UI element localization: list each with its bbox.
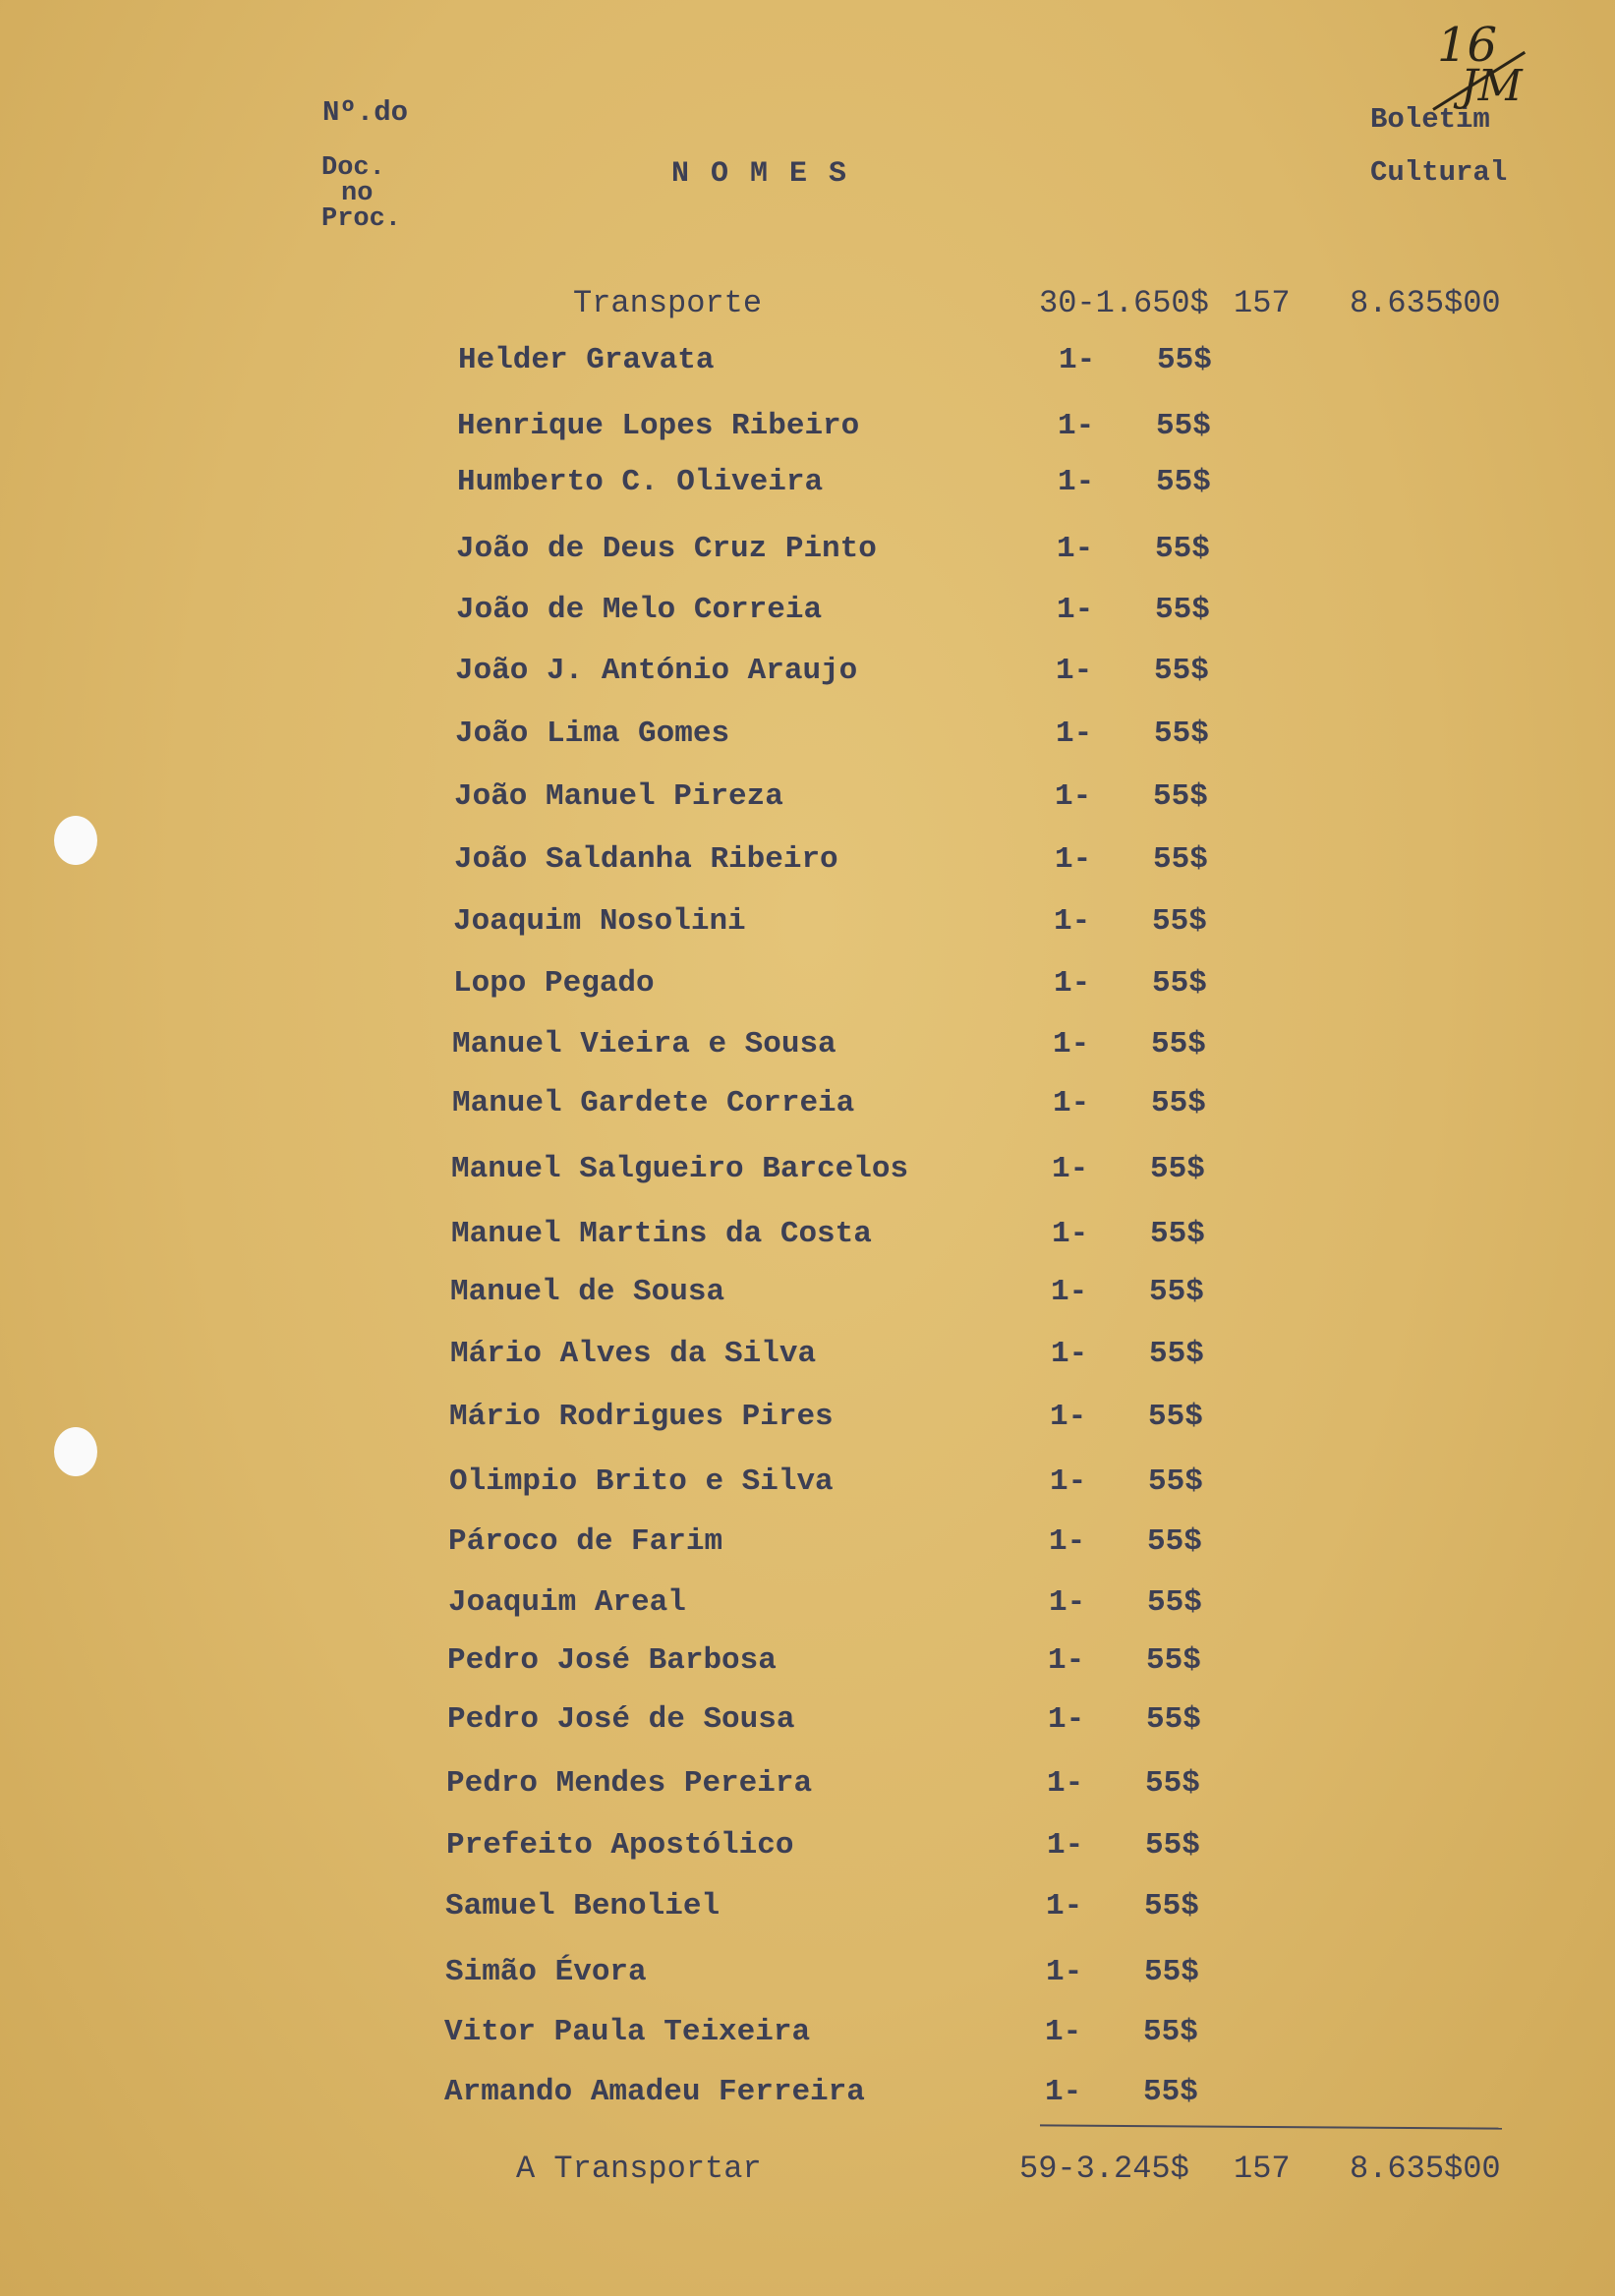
entry-amount: 55$ — [1149, 1337, 1204, 1371]
entry-name: Helder Gravata — [458, 343, 715, 377]
entry-amount: 55$ — [1155, 532, 1210, 566]
entry-amount: 55$ — [1156, 465, 1211, 499]
entry-amount: 55$ — [1153, 842, 1208, 877]
entry-row — [0, 966, 1615, 1005]
handwritten-page-number: 16 — [1437, 18, 1498, 73]
cultural-heading: Cultural — [1370, 156, 1508, 189]
entry-row — [0, 1702, 1615, 1742]
entry-name: Pedro Mendes Pereira — [446, 1766, 813, 1801]
entry-quantity: 1- — [1049, 1585, 1086, 1620]
entry-amount: 55$ — [1151, 1086, 1206, 1120]
entry-amount: 55$ — [1155, 593, 1210, 627]
entry-name: Prefeito Apostólico — [446, 1828, 794, 1863]
entry-quantity: 1- — [1048, 1643, 1085, 1678]
entry-quantity: 1- — [1045, 2075, 1082, 2109]
entry-quantity: 1- — [1058, 409, 1095, 443]
entry-amount: 55$ — [1143, 2075, 1198, 2109]
entry-row — [0, 2015, 1615, 2054]
entry-quantity: 1- — [1046, 1889, 1083, 1923]
entry-name: Manuel de Sousa — [450, 1275, 725, 1309]
entry-quantity: 1- — [1055, 779, 1092, 814]
entry-name: Samuel Benoliel — [445, 1889, 721, 1923]
entry-amount: 55$ — [1145, 1828, 1200, 1863]
entry-row — [0, 1027, 1615, 1066]
entry-row — [0, 1152, 1615, 1191]
entry-quantity: 1- — [1057, 532, 1094, 566]
transport-bulletin-amount: 8.635$00 — [1350, 285, 1501, 321]
entry-row — [0, 1275, 1615, 1314]
entry-row — [0, 532, 1615, 571]
entry-row — [0, 1464, 1615, 1504]
entry-amount: 55$ — [1146, 1702, 1201, 1737]
entry-name: Pedro José Barbosa — [447, 1643, 777, 1678]
entry-amount: 55$ — [1145, 1766, 1200, 1801]
entry-amount: 55$ — [1151, 1027, 1206, 1062]
entry-row — [0, 717, 1615, 756]
entry-quantity: 1- — [1056, 654, 1093, 688]
entry-quantity: 1- — [1046, 1955, 1083, 1989]
entry-name: Lopo Pegado — [453, 966, 655, 1001]
entry-name: Olimpio Brito e Silva — [449, 1464, 834, 1499]
entry-name: Humberto C. Oliveira — [457, 465, 824, 499]
entry-name: Joaquim Nosolini — [453, 904, 746, 939]
entry-name: Pedro José de Sousa — [447, 1702, 795, 1737]
doc-column-label — [321, 155, 401, 232]
entry-row — [0, 409, 1615, 448]
entry-amount: 55$ — [1150, 1152, 1205, 1186]
entry-amount: 55$ — [1144, 1955, 1199, 1989]
transport-label: Transporte — [573, 285, 763, 321]
entry-amount: 55$ — [1149, 1275, 1204, 1309]
entry-name: João Saldanha Ribeiro — [454, 842, 838, 877]
entry-quantity: 1- — [1045, 2015, 1082, 2049]
entry-row — [0, 1766, 1615, 1806]
entry-quantity: 1- — [1052, 1152, 1089, 1186]
entry-name: João de Deus Cruz Pinto — [456, 532, 877, 566]
entry-amount: 55$ — [1154, 717, 1209, 751]
entry-amount: 55$ — [1144, 1889, 1199, 1923]
entry-quantity: 1- — [1054, 966, 1091, 1001]
entry-name: Vitor Paula Teixeira — [444, 2015, 811, 2049]
entry-quantity: 1- — [1047, 1766, 1084, 1801]
entry-quantity: 1- — [1057, 593, 1094, 627]
entry-quantity: 1- — [1053, 1027, 1090, 1062]
entry-amount: 55$ — [1143, 2015, 1198, 2049]
entry-row — [0, 593, 1615, 632]
entry-row — [0, 465, 1615, 504]
entry-name: Manuel Martins da Costa — [451, 1217, 872, 1251]
entry-amount: 55$ — [1152, 966, 1207, 1001]
entry-name: João de Melo Correia — [456, 593, 823, 627]
entry-amount: 55$ — [1148, 1464, 1203, 1499]
transport-count-amount: 30-1.650$ — [1039, 285, 1209, 321]
entry-row — [0, 2075, 1615, 2114]
entry-amount: 55$ — [1154, 654, 1209, 688]
entry-amount: 55$ — [1148, 1400, 1203, 1434]
entry-name: Joaquim Areal — [448, 1585, 686, 1620]
entry-amount: 55$ — [1147, 1585, 1202, 1620]
entry-name: Simão Évora — [445, 1955, 647, 1989]
entry-quantity: 1- — [1049, 1524, 1086, 1559]
entry-name: Mário Rodrigues Pires — [449, 1400, 834, 1434]
entry-row — [0, 779, 1615, 819]
doc-label-line2: no — [341, 179, 374, 208]
entry-quantity: 1- — [1051, 1337, 1088, 1371]
entry-amount: 55$ — [1150, 1217, 1205, 1251]
entry-row — [0, 1217, 1615, 1256]
entry-row — [0, 1400, 1615, 1439]
carry-label: A Transportar — [516, 2151, 762, 2187]
entry-name: Pároco de Farim — [448, 1524, 723, 1559]
entry-quantity: 1- — [1047, 1828, 1084, 1863]
entry-row — [0, 343, 1615, 382]
carry-bulletin-count: 157 — [1234, 2151, 1291, 2187]
doc-number-label: Nº.do — [322, 96, 409, 129]
entry-row — [0, 654, 1615, 693]
entry-name: Mário Alves da Silva — [450, 1337, 817, 1371]
entry-name: Manuel Salgueiro Barcelos — [451, 1152, 909, 1186]
entry-row — [0, 1524, 1615, 1564]
carry-count-amount: 59-3.245$ — [1019, 2151, 1189, 2187]
entry-name: João Manuel Pireza — [454, 779, 783, 814]
entry-quantity: 1- — [1055, 842, 1092, 877]
entry-quantity: 1- — [1054, 904, 1091, 939]
doc-label-line3: Proc. — [321, 204, 402, 234]
entry-row — [0, 1337, 1615, 1376]
entry-quantity: 1- — [1056, 717, 1093, 751]
entry-name: João J. António Araujo — [455, 654, 858, 688]
entry-quantity: 1- — [1051, 1275, 1088, 1309]
entry-quantity: 1- — [1052, 1217, 1089, 1251]
entry-amount: 55$ — [1147, 1524, 1202, 1559]
carry-bulletin-amount: 8.635$00 — [1350, 2151, 1501, 2187]
entry-row — [0, 1955, 1615, 1994]
entry-quantity: 1- — [1059, 343, 1096, 377]
entry-quantity: 1- — [1050, 1464, 1087, 1499]
bulletin-heading: Boletim — [1370, 103, 1490, 136]
entry-name: Armando Amadeu Ferreira — [444, 2075, 865, 2109]
transport-bulletin-count: 157 — [1234, 285, 1291, 321]
total-underline — [1040, 2124, 1502, 2129]
entry-amount: 55$ — [1146, 1643, 1201, 1678]
doc-label-line1: Doc. — [321, 153, 385, 183]
entry-row — [0, 1643, 1615, 1683]
entry-quantity: 1- — [1050, 1400, 1087, 1434]
entry-row — [0, 1086, 1615, 1125]
entry-quantity: 1- — [1048, 1702, 1085, 1737]
entry-amount: 55$ — [1156, 409, 1211, 443]
entry-quantity: 1- — [1058, 465, 1095, 499]
entry-row — [0, 1828, 1615, 1867]
entry-amount: 55$ — [1157, 343, 1212, 377]
names-column-heading: N O M E S — [671, 157, 849, 191]
entry-name: Manuel Vieira e Sousa — [452, 1027, 836, 1062]
entry-quantity: 1- — [1053, 1086, 1090, 1120]
entry-amount: 55$ — [1152, 904, 1207, 939]
entry-row — [0, 842, 1615, 882]
entry-row — [0, 904, 1615, 944]
entry-amount: 55$ — [1153, 779, 1208, 814]
entry-name: João Lima Gomes — [455, 717, 730, 751]
handwritten-initials: JM — [1461, 61, 1523, 111]
entry-name: Manuel Gardete Correia — [452, 1086, 855, 1120]
entry-row — [0, 1585, 1615, 1625]
entry-name: Henrique Lopes Ribeiro — [457, 409, 860, 443]
entry-row — [0, 1889, 1615, 1928]
